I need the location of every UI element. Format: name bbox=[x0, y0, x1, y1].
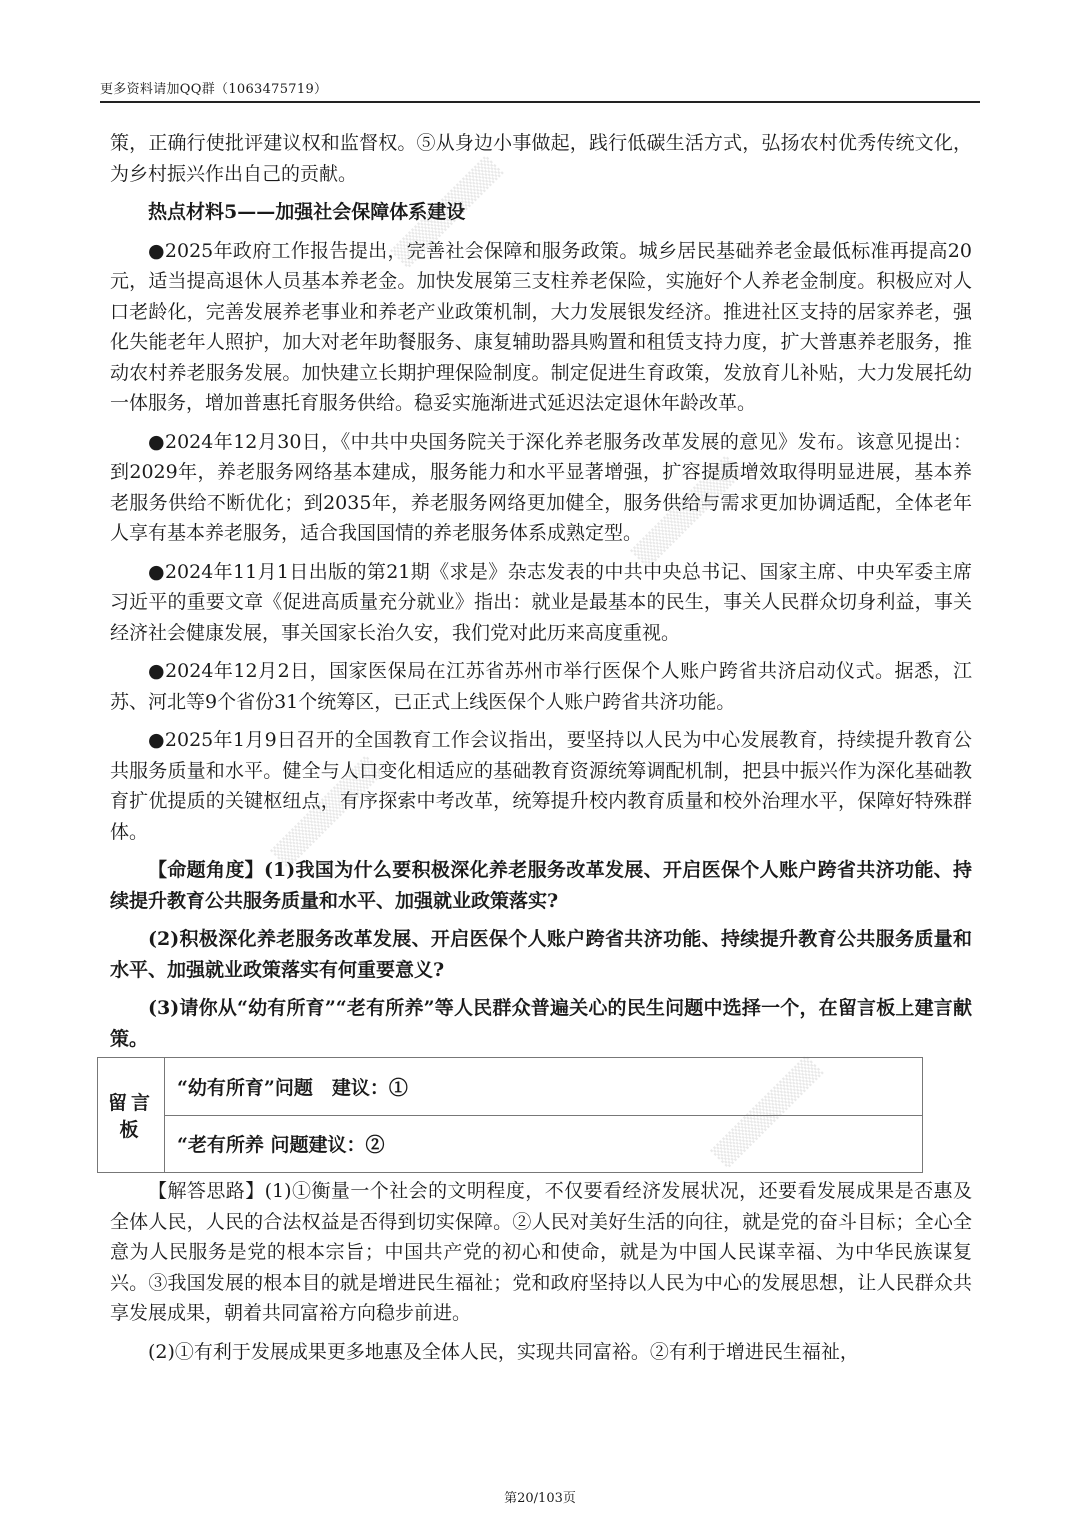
material-paragraph: ●2024年12月30日，《中共中央国务院关于深化养老服务改革发展的意见》发布。该意见提出：到2029年，养老服务网络基本建成，服务能力和水平显著增强，扩容提质增效取得明显进展，基本养老服务供给不断优化；到2035年，养老服务网络更加健全，服务供给与需求更加协调适配，全体老年人享有基本养老服务，适合我国国情的养老服务体系成熟定型。 bbox=[110, 430, 972, 544]
section-heading: 热点材料5——加强社会保障体系建设 bbox=[148, 201, 466, 223]
page-number: 第20/103页 bbox=[504, 1491, 576, 1506]
question-paragraph: (2)积极深化养老服务改革发展、开启医保个人账户跨省共济功能、持续提升教育公共服务质量和水平、加强就业政策落实有何重要意义? bbox=[110, 928, 972, 981]
board-row-youyou: “幼有所育”问题 建议：① bbox=[165, 1058, 923, 1116]
watermark: ▒▒▒▒▒▒▒▒ bbox=[390, 155, 505, 270]
board-row-laoyou: “老有所养 问题建议：② bbox=[165, 1115, 923, 1173]
question-paragraph: (3)请你从“幼有所育”“老有所养”等人民群众普遍关心的民生问题中选择一个，在留言板上建言献策。 bbox=[110, 997, 972, 1050]
watermark: ▒▒▒▒▒▒▒▒ bbox=[270, 755, 385, 870]
material-paragraph: ●2025年1月9日召开的全国教育工作会议指出，要坚持以人民为中心发展教育，持续提升教育公共服务质量和水平。健全与人口变化相适应的基础教育资源统筹调配机制，把县中振兴作为深化基础教育扩优提质的关键枢纽点，有序探索中考改革，统筹提升校内教育质量和校外治理水平，保障好特殊群体。 bbox=[110, 729, 972, 843]
watermark: ▒▒▒▒▒▒▒▒ bbox=[710, 1055, 825, 1170]
question-paragraph: 【命题角度】(1)我国为什么要积极深化养老服务改革发展、开启医保个人账户跨省共济功能、持续提升教育公共服务质量和水平、加强就业政策落实? bbox=[110, 859, 972, 912]
answer-paragraph: (2)①有利于发展成果更多地惠及全体人民，实现共同富裕。②有利于增进民生福祉， bbox=[148, 1340, 859, 1363]
intro-paragraph: 策，正确行使批评建议权和监督权。⑤从身边小事做起，践行低碳生活方式，弘扬农村优秀传统文化，为乡村振兴作出自己的贡献。 bbox=[110, 132, 972, 185]
board-label: 留言板 bbox=[98, 1058, 165, 1173]
page-header: 更多资料请加QQ群（1063475719） bbox=[100, 78, 980, 103]
material-paragraph: ●2024年12月2日，国家医保局在江苏省苏州市举行医保个人账户跨省共济启动仪式。据悉，江苏、河北等9个省份31个统筹区，已正式上线医保个人账户跨省共济功能。 bbox=[110, 660, 972, 713]
material-paragraph: ●2024年11月1日出版的第21期《求是》杂志发表的中共中央总书记、国家主席、中央军委主席习近平的重要文章《促进高质量充分就业》指出：就业是最基本的民生，事关人民群众切身利益，事关经济社会健康发展，事关国家长治久安，我们党对此历来高度重视。 bbox=[110, 560, 972, 644]
answer-content bbox=[110, 1176, 972, 1375]
watermark: ▒▒▒▒▒▒▒▒ bbox=[630, 455, 745, 570]
answer-paragraph: 【解答思路】(1)①衡量一个社会的文明程度，不仅要看经济发展状况，还要看发展成果是否惠及全体人民，人民的合法权益是否得到切实保障。②人民对美好生活的向往，就是党的奋斗目标；全心全意为人民服务是党的根本宗旨；中国共产党的初心和使命，就是为中国人民谋幸福、为中华民族谋复兴。③我国发展的根本目的就是增进民生福祉；党和政府坚持以人民为中心的发展思想，让人民群众共享发展成果，朝着共同富裕方向稳步前进。 bbox=[110, 1180, 972, 1324]
message-board bbox=[97, 1057, 923, 1173]
material-paragraph: ●2025年政府工作报告提出，完善社会保障和服务政策。城乡居民基础养老金最低标准再提高20元，适当提高退休人员基本养老金。加快发展第三支柱养老保险，实施好个人养老金制度。积极应对人口老龄化，完善发展养老事业和养老产业政策机制，大力发展银发经济。推进社区支持的居家养老，强化失能老年人照护，加大对老年助餐服务、康复辅助器具购置和租赁支持力度，扩大普惠养老服务，推动农村养老服务发展。加快建立长期护理保险制度。制定促进生育政策，发放育儿补贴，大力发展托幼一体服务，增加普惠托育服务供给。稳妥实施渐进式延迟法定退休年龄改革。 bbox=[110, 239, 972, 414]
main-content bbox=[110, 128, 972, 1062]
